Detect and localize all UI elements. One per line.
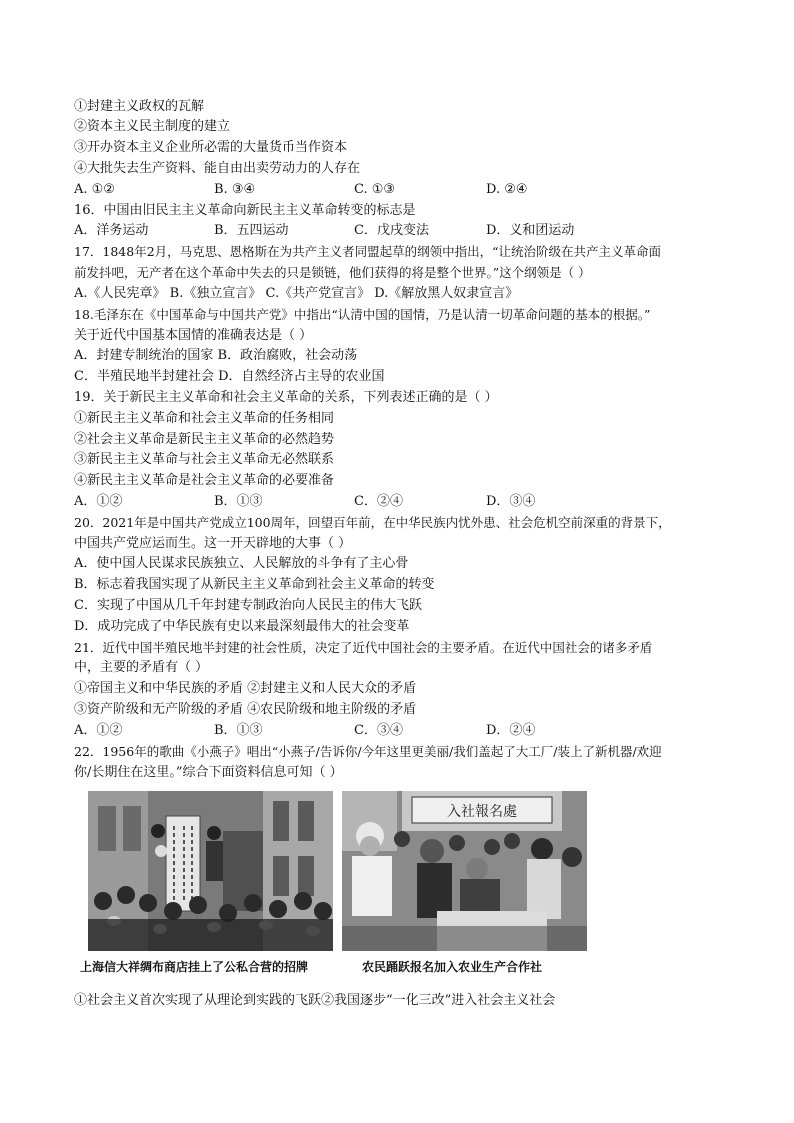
q20-option-d[interactable]: D．成功完成了中华民族有史以来最深刻最伟大的社会变革 [74,619,410,634]
q15-item-2: ②资本主义民主制度的建立 [74,119,231,134]
photo-right-caption: 农民踊跃报名加入农业生产合作社 [362,960,543,974]
q21-option-c[interactable]: C．③④ [354,723,403,738]
q15-item-3: ③开办资本主义企业所必需的大量货币当作资本 [74,140,348,155]
q20-option-a[interactable]: A．使中国人民谋求民族独立、人民解放的斗争有了主心骨 [74,556,409,571]
q20-stem-line-2: 中国共产党应运而生。这一开天辟地的大事（ ） [74,536,352,551]
photo-shop-sign-image [88,791,333,951]
q16-option-c[interactable]: C．戊戌变法 [354,223,429,238]
q17-options[interactable]: A.《人民宪章》 B.《独立宣言》 C.《共产党宣言》 D.《解放黑人奴隶宣言》 [74,286,519,301]
q20-option-c[interactable]: C．实现了中国从几千年封建专制政治向人民民主的伟大飞跃 [74,598,422,613]
q15-option-c[interactable]: C. ①③ [354,182,396,197]
q21-stem-line-1: 21．近代中国半殖民地半封建的社会性质，决定了近代中国社会的主要矛盾。在近代中国社会的诸多矛盾 [74,640,653,655]
q18-stem-line-2: 关于近代中国基本国情的准确表达是（ ） [74,328,313,343]
q19-item-1: ①新民主主义革命和社会主义革命的任务相同 [74,411,335,426]
q15-item-1: ①封建主义政权的瓦解 [74,99,205,114]
q21-stem-line-2: 中，主要的矛盾有（ ） [74,660,209,675]
q20-option-b[interactable]: B．标志着我国实现了从新民主主义革命到社会主义革命的转变 [74,577,435,592]
q16-option-b[interactable]: B．五四运动 [214,223,289,238]
q18-stem-line-1: 18.毛泽东在《中国革命与中国共产党》中指出“认清中国的国情，乃是认清一切革命问题的基本的根据。” [74,307,651,322]
q21-option-d[interactable]: D．②④ [486,723,536,738]
q17-stem-line-2: 前发抖吧，无产者在这个革命中失去的只是锁链，他们获得的将是整个世界。”这个纲领是（ ） [74,265,591,280]
q19-option-b[interactable]: B．①③ [214,494,263,509]
q22-stem-line-1: 22．1956年的歌曲《小燕子》唱出“小燕子/告诉你/今年这里更美丽/我们盖起了大工厂/装上了新机器/欢迎 [74,744,662,759]
q21-option-b[interactable]: B．①③ [214,723,263,738]
q19-item-3: ③新民主主义革命与社会主义革命无必然联系 [74,452,335,467]
q21-option-a[interactable]: A．①② [74,723,123,738]
q18-options-ab[interactable]: A．封建专制统治的国家 B．政治腐败，社会动荡 [74,348,358,363]
q16-stem: 16．中国由旧民主主义革命向新民主主义革命转变的标志是 [74,203,416,218]
q22-stem-line-2: 你/长期住在这里。”综合下面资料信息可知（ ） [74,765,343,780]
q19-option-d[interactable]: D．③④ [486,494,536,509]
q19-item-2: ②社会主义革命是新民主主义革命的必然趋势 [74,432,335,447]
q19-option-a[interactable]: A．①② [74,494,123,509]
q16-option-a[interactable]: A．洋务运动 [74,223,149,238]
q19-stem: 19．关于新民主主义革命和社会主义革命的关系，下列表述正确的是（ ） [74,390,498,405]
q22-items-line: ①社会主义首次实现了从理论到实践的飞跃②我国逐步“一化三改”进入社会主义社会 [74,993,556,1008]
q17-stem-line-1: 17．1848年2月，马克思、恩格斯在为共产主义者同盟起草的纲领中指出，“让统治阶级在共产主义革命面 [74,244,662,259]
q16-option-d[interactable]: D．义和团运动 [486,223,575,238]
q21-items-34: ③资产阶级和无产阶级的矛盾 ④农民阶级和地主阶级的矛盾 [74,702,417,717]
photo-cooperative-image [342,791,587,951]
photo-cooperative [342,791,587,951]
sign-text: 入社報名處 [447,804,517,820]
q20-stem-line-1: 20．2021年是中国共产党成立100周年，回望百年前，在中华民族内忧外患、社会危机空前深重的背景下， [74,515,671,530]
q19-item-4: ④新民主主义革命是社会主义革命的必要准备 [74,473,335,488]
q15-option-a[interactable]: A. ①② [74,182,115,197]
photo-left-caption: 上海信大祥绸布商店挂上了公私合营的招牌 [80,960,309,974]
q19-option-c[interactable]: C．②④ [354,494,403,509]
photo-shop-sign [88,791,333,951]
q15-option-d[interactable]: D. ②④ [486,182,528,197]
q15-item-4: ④大批失去生产资料、能自由出卖劳动力的人存在 [74,161,361,176]
q18-options-cd[interactable]: C．半殖民地半封建社会 D．自然经济占主导的农业国 [74,369,385,384]
q21-items-12: ①帝国主义和中华民族的矛盾 ②封建主义和人民大众的矛盾 [74,681,417,696]
q15-option-b[interactable]: B. ③④ [214,182,256,197]
